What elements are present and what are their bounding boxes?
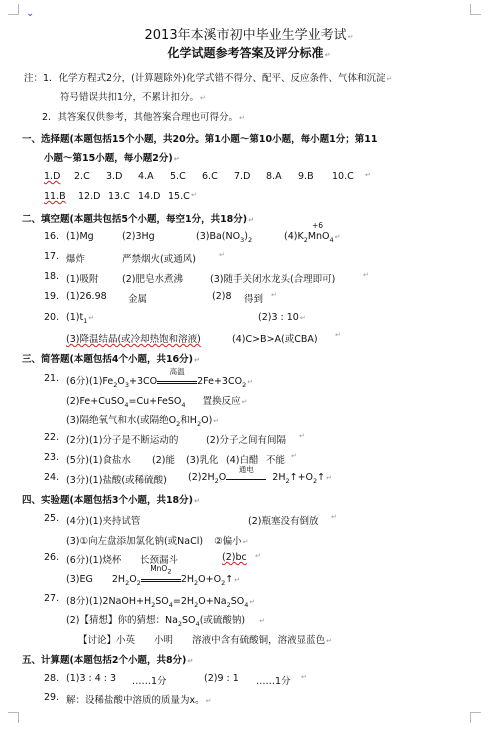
q21-3: (3)隔绝氧气和水(或隔绝$O_2$和$H_2O)↵$ (66, 415, 220, 428)
corner-mark-top-right (470, 4, 481, 15)
note-1-cont: 符号错误共扣1分，不累计扣分。↵ (60, 92, 206, 103)
corner-mark-bottom-right (470, 712, 481, 723)
q20: 20. $(1)t_1↵$ (2)3 : 10↵ (44, 312, 306, 325)
document-title: 2013年本溪市初中毕业生学业考试↵ (144, 28, 354, 43)
q25-2: (3)①向左盘添加氯化钠(或NaCl) ②偏小↵ (66, 536, 249, 547)
q23: 23. (5分)(1)食盐水 (2)能 (3)乳化 (4)白醋 不能 ↵ (44, 452, 297, 466)
q24: 24. (3分)(1)盐酸(或稀硫酸) $(2)2H_2O$ 通电 $2H_2↑+O_2↑↵$ (44, 465, 333, 486)
section-5-heading: 五、计算题(本题包括2个小题，共8分)↵ (22, 655, 194, 666)
note-2: 2．其答案仅供参考，其他答案合理也可得分。↵ (42, 112, 245, 123)
section-3-heading: 三、简答题(本题包括4个小题，共16分)↵ (22, 354, 200, 365)
q27-2: (2)【猜想】你的猜想：$Na_2SO_4$(或硫酸钠) ↵ (66, 615, 265, 628)
q16: 16. (1)Mg (2)3Hg $(3)Ba(NO_3)_2$ $(4)K_2MnO_4↵$ (44, 231, 341, 244)
cursor-mark: ⌄ (26, 8, 35, 19)
note-1: 注：1．化学方程式2分，(计算题除外)化学式错不得分、配平、反应条件、气体和沉淀↵ (24, 73, 393, 84)
reaction-arrow: MnO$_2$ (141, 573, 181, 582)
q19: 19. (1)26.98 金属 (2)8 得到 ↵ (44, 291, 277, 305)
section-1-heading-cont: 小题～第15小题，每小题2分)↵ (44, 153, 180, 164)
q21-2: (2)Fe+CuSO$_4$=Cu+FeSO$_4$ 置换反应↵ (66, 396, 248, 409)
document-subtitle: 化学试题参考答案及评分标准↵ (167, 46, 331, 60)
q27: 27. (8分)$(1)2NaOH+H_2SO_4=2H_2O+Na_2SO_4↵$ (44, 593, 256, 609)
section-4-heading: 四、实验题(本题包括3个小题，共18分)↵ (22, 495, 200, 506)
q22: 22. (2分)(1)分子是不断运动的 (2)分子之间有间隔 ↵ (44, 432, 305, 446)
corner-mark-bottom-left (8, 712, 19, 723)
section-1-heading: 一、选择题(本题包括15个小题，共20分。第1小题～第10小题，每小题1分；第11 (22, 134, 378, 145)
q17: 17. 爆炸 严禁烟火(或通风) ↵ (44, 251, 225, 265)
q26-2: (3)EG $2H_2O_2$ MnO$_2$ $2H_2O+O_2↑↵$ (66, 564, 241, 587)
q18: 18. (1)吸附 (2)肥皂水煮沸 (3)随手关闭水龙头(合理即可) ↵ (44, 271, 369, 285)
q21: 21. (6分)$(1)Fe_2O_3+3CO$ 高温 $2Fe+3CO_2↵$ (44, 367, 254, 389)
reaction-arrow: 通电 (226, 473, 266, 480)
q28: 28. (1)3 : 4 : 3 ……1分 (2)9 : 1 ……1分 ↵ (44, 673, 307, 687)
section-2-heading: 二、填空题(本题共包括5个小题，每空1分，共18分)↵ (22, 214, 254, 225)
q27-3: 【讨论】小英 小明 溶液中含有硫酸铜，溶液显蓝色↵ (78, 635, 332, 646)
valence-label: +6 (312, 221, 324, 230)
reaction-arrow: 高温 (157, 375, 197, 384)
corner-mark-top-left (8, 4, 19, 15)
q25: 25. (4分)(1)夹持试管 (2)瓶塞没有倒放 ↵ (44, 513, 337, 527)
q29: 29. 解：设稀盐酸中溶质的质量为x。↵ (44, 692, 212, 706)
q26: 26. (6分)(1)烧杯 长颈漏斗 (2)bc ↵ (44, 552, 261, 566)
q20-cont: (3)降温结晶(或冷却热饱和溶液) (4)C>B>A(或CBA) ↵ (66, 331, 341, 345)
